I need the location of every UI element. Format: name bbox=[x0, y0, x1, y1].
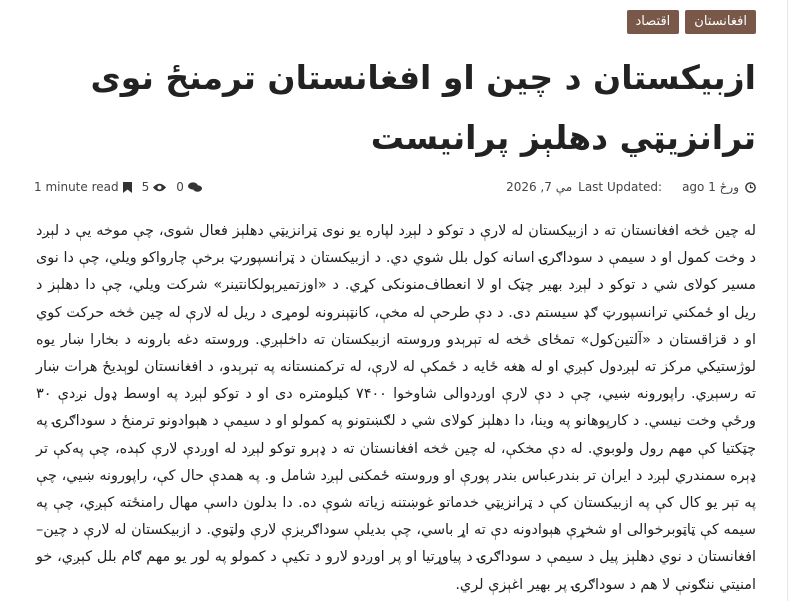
meta-right bbox=[506, 180, 756, 194]
publish-date: ago 1 ورځ bbox=[682, 180, 739, 194]
comments-count[interactable] bbox=[176, 180, 202, 194]
comments-value: 0 bbox=[176, 180, 184, 194]
article-body: له چين څخه افغانستان ته د ازبيکستان له لارې د توکو د لېږد لپاره يو نوی ټرانزيټي دهلېز فعال شوی، چې موخه يې د لېږد د وخت کمول او د سيمې د سوداګرۍ اسانه کول بلل شوي دي. د ازبيکستان د ټرانسپورټ برخې چارواکو ويلي، چې دا نوی مسير کولای شي د توکو د لېږد بهير چټک او لا انعطاف‌منونکی کړي. د «اوزتميرېولکانتينر» شرکت ويلي، چې دا دهلېز د ريل او ځمکني ترانسپورټ ګډ سيستم دی. د دې طرحې له مخې، کانټېنرونه لومړی د ريل له لارې له چين څخه حرکت کوي او د قزاقستان د «آلتين‌کول» تمځای څخه له تېرېدو وروسته ازبيکستان ته داخلېږي. وروسته دغه بارونه د بخارا ښار يوه لوژستيکي مرکز ته لېږدول کېږي او له هغه ځايه د ځمکې له لارې، له ترکمنستانه په تېرېدو، د افغانستان لوېديځ هرات ښار ته رسېږي. راپورونه ښيي، چې د دې لارې اوږدوالی شاوخوا ۷۴۰۰ کيلومتره دی او د توکو لېږد په اوسط ډول نږدې ۳۰ ورځې وخت نيسي. د کارپوهانو په وينا، دا دهلېز کولای شي د لګښتونو په کمولو او د سيمې د هېوادونو ترمنځ د سوداګرۍ په چټکتيا کې مهم رول ولوبوي. له دې مخکې، له چين څخه افغانستان ته د ډېرو توکو لېږد له اوږدې لارې کېده، چې په‌کې تر ډېره سمندري لېږد د ايران تر بندرعباس بندر پورې او وروسته ځمکنی لېږد شامل و. په همدې حال کې، راپورونه ښيي، چې په تېر يو کال کې په ازبيکستان کې د ټرانزيټي خدماتو غوښتنه زياته شوې ده. دا بدلون داسې مهال رامنځته کېږي، چې په سيمه کې ټاټوبرخوالی او شخړې هېوادونه دې ته اړ باسي، چې بديلې سوداګريزې لارې ولټوي. د ازبيکستان له لارې د چين–افغانستان د نوي دهلېز پيل د سيمې د سوداګرۍ د پياوړتيا او پر اوږدو لارو د تکيې د کمولو په لور يو مهم ګام بلل کېږي، خو امنيتي ننګونې لا هم د سوداګرۍ پر بهير اغېزې لري. bbox=[36, 223, 756, 593]
read-time bbox=[34, 180, 132, 194]
last-updated-label: Last Updated: bbox=[578, 180, 663, 194]
eye-icon bbox=[153, 183, 166, 192]
views-count bbox=[142, 180, 167, 194]
article-title: ازبيکستان د چين او افغانستان ترمنځ نوی ترانزيټي دهلېز پرانيست bbox=[90, 58, 756, 157]
category-tag-economy[interactable]: اقتصاد bbox=[627, 10, 680, 34]
clock-icon bbox=[745, 182, 756, 193]
category-tag-afghanistan[interactable]: افغانستان bbox=[685, 10, 756, 34]
bookmark-icon bbox=[123, 182, 132, 193]
read-time-label: 1 minute read bbox=[34, 180, 119, 194]
category-tags bbox=[627, 10, 757, 34]
article-meta bbox=[34, 180, 756, 198]
comments-icon bbox=[188, 182, 202, 193]
views-value: 5 bbox=[141, 180, 150, 194]
last-updated-value: مې 7, 2026 bbox=[506, 180, 573, 194]
meta-left bbox=[34, 180, 202, 194]
